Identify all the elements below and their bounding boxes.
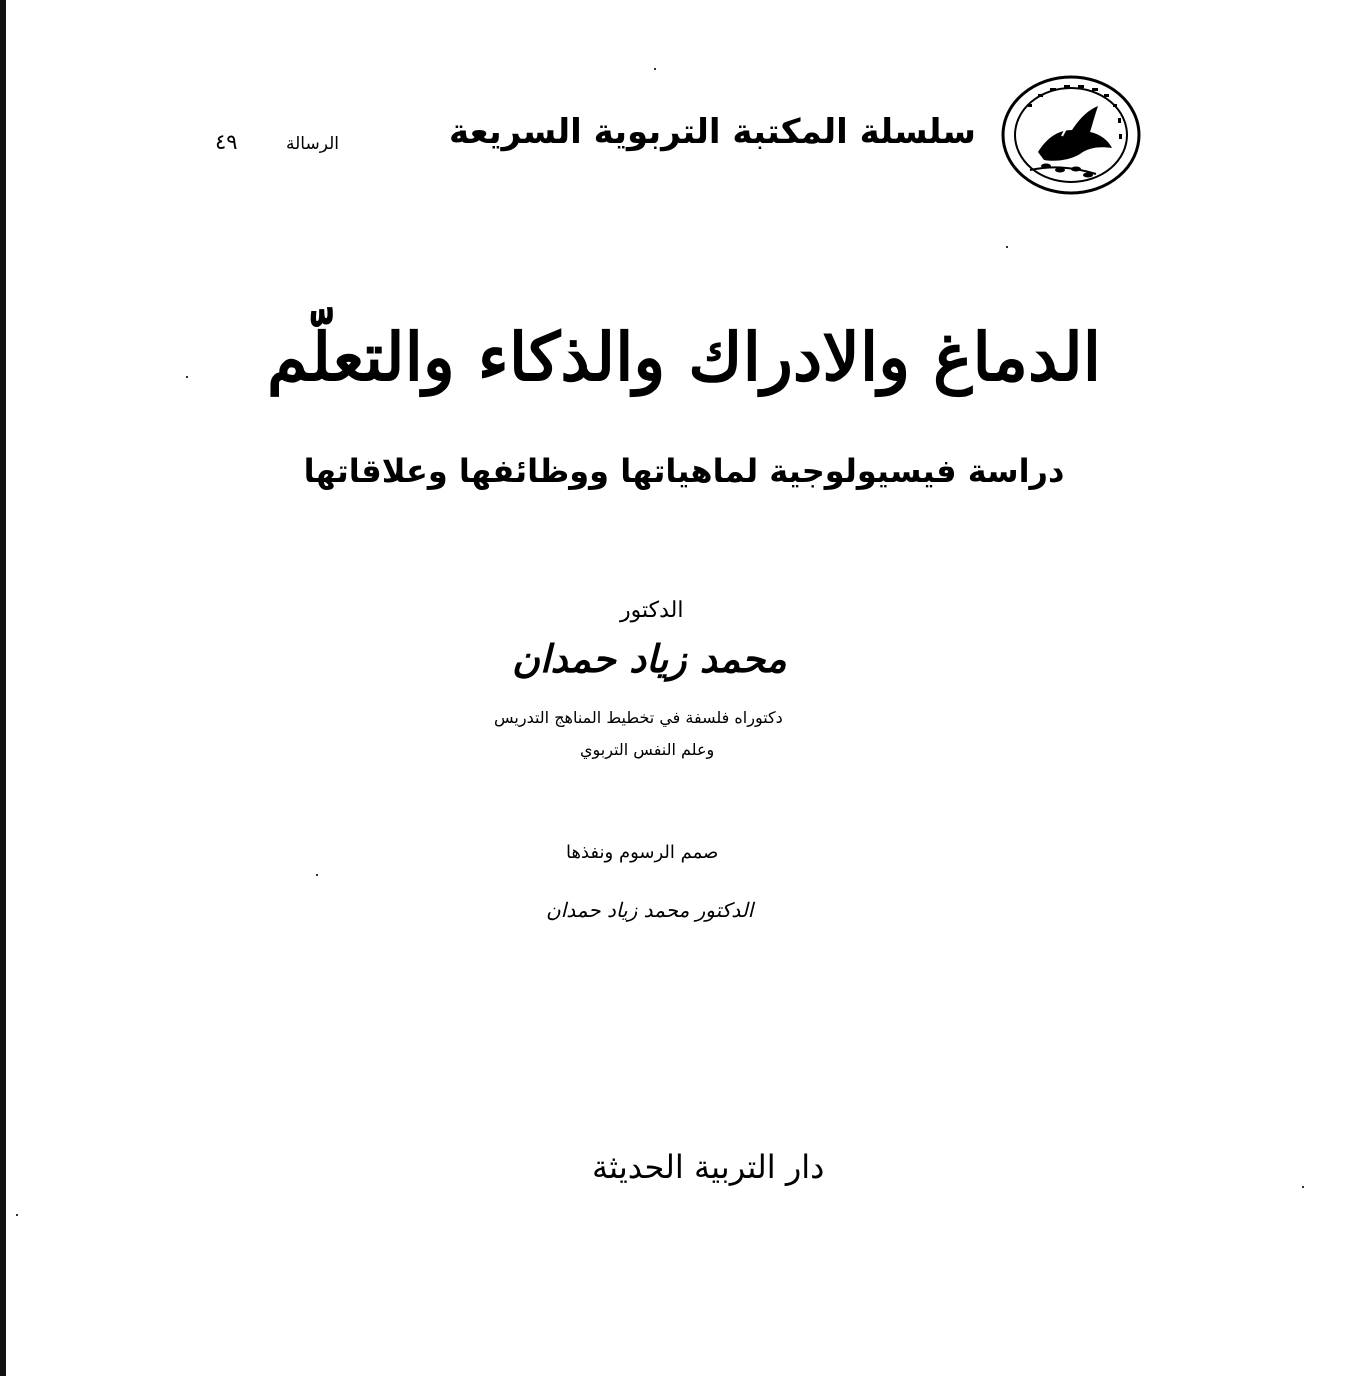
scan-speck — [316, 874, 318, 876]
scan-speck — [186, 376, 188, 378]
author-credential-line1: دكتوراه فلسفة في تخطيط المناهج التدريس — [494, 708, 783, 727]
scan-speck — [654, 68, 656, 70]
scan-speck — [1006, 246, 1008, 248]
book-subtitle: دراسة فيسيولوجية لماهياتها ووظائفها وعلاقاتها — [303, 452, 1065, 490]
scan-left-edge — [0, 0, 6, 1376]
scan-speck — [16, 1214, 18, 1216]
author-credential-line2: وعلم النفس التربوي — [580, 740, 715, 759]
publisher-name: دار التربية الحديثة — [592, 1148, 825, 1186]
risala-number: ٤٩ — [215, 130, 238, 154]
book-title: الدماغ والادراك والذكاء والتعلّم — [266, 318, 1102, 396]
doctor-label: الدكتور — [620, 598, 684, 623]
illustrations-credit: صمم الرسوم ونفذها — [566, 842, 719, 863]
author-name: محمد زياد حمدان — [512, 636, 787, 681]
illustrations-author: الدكتور محمد زياد حمدان — [546, 898, 754, 922]
series-title: سلسلة المكتبة التربوية السريعة — [449, 112, 976, 152]
scan-speck — [1302, 1186, 1304, 1188]
dove-emblem-icon — [1000, 74, 1142, 196]
risala-label: الرسالة — [286, 134, 340, 154]
